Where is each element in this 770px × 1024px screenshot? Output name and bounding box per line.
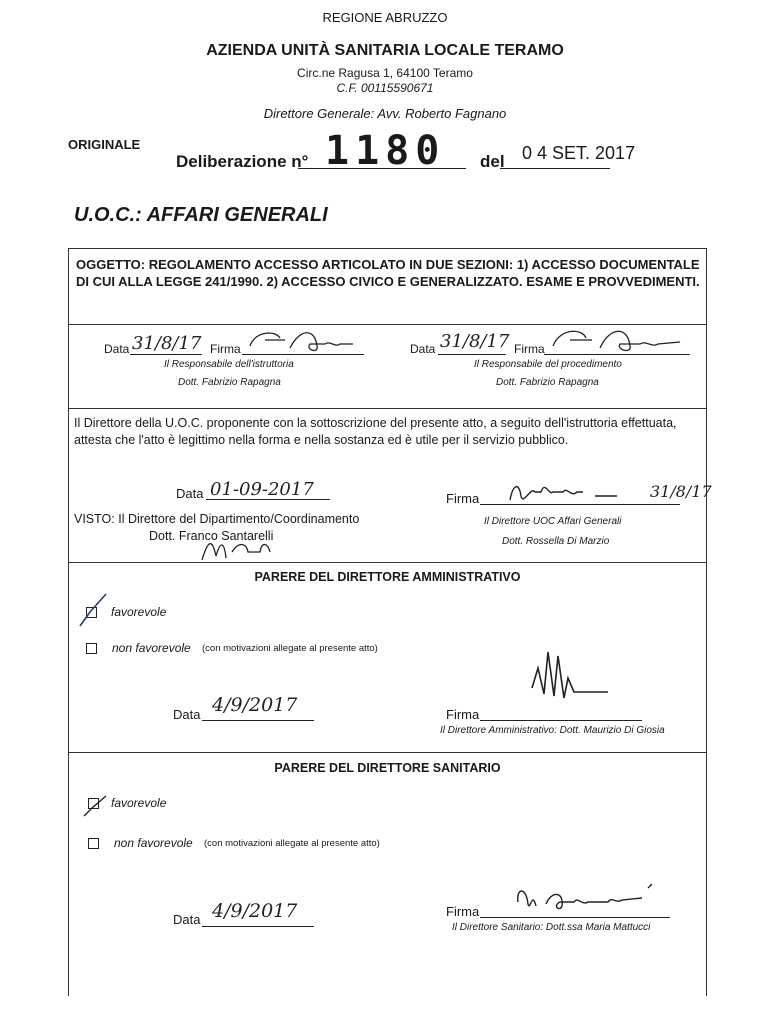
agency-cf: C.F. 00115590671 <box>336 81 434 95</box>
admin-not-favorable-checkbox[interactable] <box>86 643 97 654</box>
signoff-right-data-label: Data <box>410 342 436 356</box>
signoff-right-firma-label: Firma <box>514 342 545 356</box>
admin-opinion-title: PARERE DEL DIRETTORE AMMINISTRATIVO <box>254 570 521 584</box>
agency-address: Circ.ne Ragusa 1, 64100 Teramo <box>297 66 473 80</box>
attestation-text: Il Direttore della U.O.C. proponente con la sottoscrizione del presente atto, a seguito dell'istruttoria effettuata, attesta che l'atto è legittimo nella forma e nella sostanza ed è utile per il servizio pubblico. <box>74 416 677 447</box>
director-general: Direttore Generale: Avv. Roberto Fagnano <box>263 106 507 121</box>
del-label: del <box>480 152 505 171</box>
admin-not-favorable-label: non favorevole <box>112 641 191 655</box>
signoff-right-name: Dott. Fabrizio Rapagna <box>496 377 599 388</box>
visto-label: VISTO: Il Direttore del Dipartimento/Coordinamento <box>74 512 360 526</box>
director-uoc-role: Il Direttore UOC Affari Generali <box>484 516 622 527</box>
signoff-right-role: Il Responsabile del procedimento <box>474 359 622 370</box>
visto-name: Dott. Franco Santarelli <box>149 529 274 543</box>
signoff-left-firma-label: Firma <box>210 342 241 356</box>
deliberation-label: Deliberazione n° <box>176 152 309 171</box>
admin-director-role: Il Direttore Amministrativo: Dott. Maurizio Di Giosia <box>440 725 665 736</box>
visto-signature <box>198 530 278 564</box>
attestation-data-label: Data <box>176 486 204 501</box>
admin-not-favorable-note: (con motivazioni allegate al presente atto) <box>202 643 378 654</box>
health-favorable-label: favorevole <box>111 796 167 810</box>
signoff-left-date: 31/8/17 <box>132 333 202 354</box>
health-data-label: Data <box>173 912 201 927</box>
admin-favorable-checkmark <box>76 590 110 630</box>
health-date: 4/9/2017 <box>212 900 298 922</box>
signoff-left-data-label: Data <box>104 342 130 356</box>
admin-date: 4/9/2017 <box>212 694 298 716</box>
signoff-left-role: Il Responsabile dell'istruttoria <box>164 359 294 370</box>
agency-name: AZIENDA UNITÀ SANITARIA LOCALE TERAMO <box>206 42 564 59</box>
health-not-favorable-checkbox[interactable] <box>88 838 99 849</box>
director-uoc-signature <box>505 476 625 508</box>
deliberation-number: 1180 <box>325 128 446 174</box>
attestation-firma-note: 31/8/17 <box>650 482 712 501</box>
admin-firma-label: Firma <box>446 707 480 722</box>
admin-signature <box>528 648 618 722</box>
original-stamp: ORIGINALE <box>68 137 141 152</box>
attestation-firma-label: Firma <box>446 491 480 506</box>
health-not-favorable-note: (con motivazioni allegate al presente atto) <box>204 838 380 849</box>
health-signature <box>512 882 662 922</box>
health-opinion-title: PARERE DEL DIRETTORE SANITARIO <box>274 761 501 775</box>
signoff-left-name: Dott. Fabrizio Rapagna <box>178 377 281 388</box>
region-name: REGIONE ABRUZZO <box>322 10 448 25</box>
signoff-right-date: 31/8/17 <box>440 331 510 352</box>
health-not-favorable-label: non favorevole <box>114 836 193 850</box>
unit-title: U.O.C.: AFFARI GENERALI <box>74 204 328 226</box>
director-uoc-name: Dott. Rossella Di Marzio <box>502 536 610 547</box>
admin-data-label: Data <box>173 707 201 722</box>
health-favorable-checkmark <box>80 792 110 822</box>
health-director-role: Il Direttore Sanitario: Dott.ssa Maria Mattucci <box>452 922 651 933</box>
subject: OGGETTO: REGOLAMENTO ACCESSO ARTICOLATO IN DUE SEZIONI: 1) ACCESSO DOCUMENTALE DI CUI ALLA LEGGE 241/1990. 2) ACCESSO CIVICO E GENERALIZZATO. ESAME E PROVVEDIMENTI. <box>76 257 700 289</box>
admin-favorable-label: favorevole <box>111 605 167 619</box>
deliberation-date: 0 4 SET. 2017 <box>522 143 636 163</box>
attestation-date: 01-09-2017 <box>210 479 314 500</box>
signoff-left-signature <box>245 326 360 356</box>
signoff-right-signature <box>548 324 688 356</box>
health-firma-label: Firma <box>446 904 480 919</box>
